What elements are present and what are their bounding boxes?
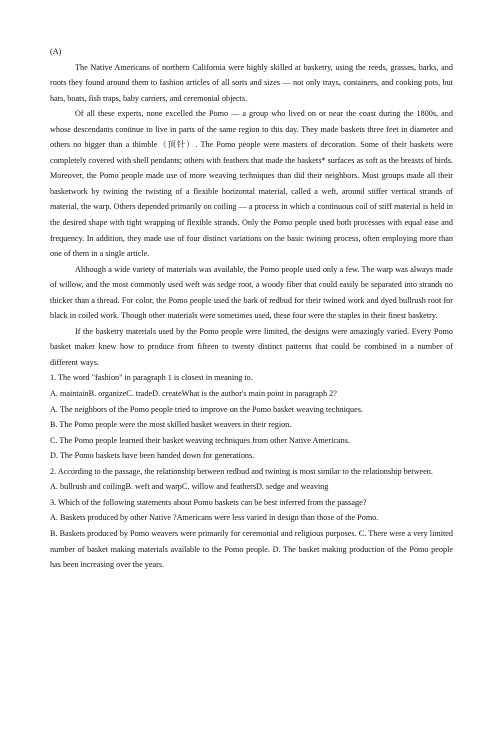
- paragraph-2: Of all these experts, none excelled the Pomo — a group who lived on or near the coast during the 1800s, and whose descendants continue to live in parts of the same region to this day. They made baskets three feet in diameter and others no bigger than a thimble（顶针）. The Pomo people were masters of decoration. Some of their baskets were completely covered with shell pendants; others with feathers that made the baskets* surfaces as soft as the breasts of birds. Moreover, the Pomo people made use of more weaving techniques than did their neighbors. Most groups made all their basketwork by twining the twisting of a flexible horizontal material, called a weft, around stiffer vertical strands of material, the warp. Others depended primarily on coiling — a process in which a continuous coil of stiff material is held in the desired shape with tight wrapping of flexible strands. Only the Pomo people used both processes with equal ease and frequency. In addition, they made use of four distinct variations on the basic twining process, often employing more than one of them in a single article.: [50, 109, 453, 259]
- option-a: A. The neighbors of the Pomo people tried to improve on the Pomo basket weaving techniques.: [50, 404, 363, 414]
- paragraph-1: The Native Americans of northern California were highly skilled at basketry, using the reeds, grasses, barks, and roots they found around them to fashion articles of all sorts and sizes — not only trays, containers, and cooking pots, but hats, boats, fish traps, baby carriers, and ceremonial objects.: [50, 62, 453, 103]
- section-label: (A): [50, 47, 62, 56]
- paragraph-4: If the basketry materials used by the Pomo people were limited, the designs were amazingly varied. Every Pomo basket maker knew how to produce from fifteen to twenty distinct patterns that could be combined in a number of different ways.: [50, 326, 453, 367]
- question-1-options: A. maintainB. organizeC. tradeD. createWhat is the author's main point in paragraph 2?: [50, 389, 337, 399]
- question-2-options: A. bullrush and coilingB. weft and warpC. willow and feathersD. sedge and weaving: [50, 482, 329, 492]
- option-b: B. The Pomo people were the most skilled basket weavers in their region.: [50, 420, 292, 430]
- paragraph-3: Although a wide variety of materials was available, the Pomo people used only a few. The warp was always made of willow, and the most commonly used weft was sedge root, a woody fiber that could easily be separated into strands no thicker than a thread. For color, the Pomo people used the bark of redbud for their twined work and dyed bullrush root for black in coiled work. Though other materials were sometimes used, these four were the staples in their finest basketry.: [50, 264, 453, 321]
- question-2: 2. According to the passage, the relationship between redbud and twining is most similar to the relationship between.: [50, 466, 433, 476]
- question-3: 3. Which of the following statements about Pomo baskets can be best inferred from the passage?: [50, 497, 367, 507]
- question-3-options-bcd: B. Baskets produced by Pomo weavers were primarily for ceremonial and religious purposes. C. There were a very limited number of basket making materials available to the Pomo people. D. The basket making production of the Pomo people has been increasing over the years.: [50, 528, 453, 570]
- question-1: 1. The word "fashion" in paragraph 1 is closest in meaning to.: [50, 373, 253, 383]
- option-c: C. The Pomo people learned their basket weaving techniques from other Native Americans.: [50, 435, 350, 445]
- document-page: [50, 44, 453, 573]
- question-3-option-a: A. Baskets produced by other Native ?Americans were less varied in design than those of the Pomo.: [50, 513, 379, 523]
- option-d: D. The Pomo baskets have been handed down for generations.: [50, 451, 255, 461]
